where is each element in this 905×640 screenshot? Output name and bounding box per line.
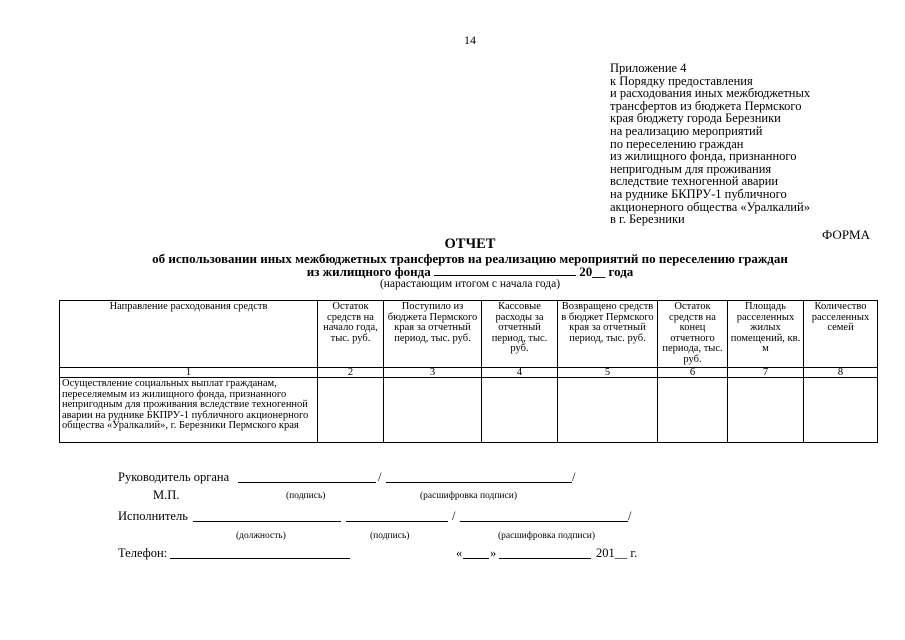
- executor-decryption-field[interactable]: [460, 521, 628, 522]
- column-number: 2: [318, 368, 384, 378]
- executor-label: Исполнитель: [118, 509, 188, 523]
- table-cell[interactable]: [728, 378, 804, 443]
- table-cell[interactable]: [804, 378, 878, 443]
- report-cumulative-note: (нарастающим итогом с начала года): [379, 278, 561, 290]
- date-month-field[interactable]: [499, 558, 591, 559]
- appendix-line: по переселению граждан: [610, 136, 744, 151]
- row-label: Осуществление социальных выплат гражданам, переселяемым из жилищного фонда, признанного непригодным для проживания вследствие техногенной аварии на руднике БКПРУ-1 публичного акционерного общества «Уралкалий», г. Березники Пермского края: [60, 378, 318, 443]
- table-cell[interactable]: [658, 378, 728, 443]
- column-header: Количество расселенных семей: [804, 301, 878, 368]
- decryption-caption: (расшифровка подписи): [420, 491, 517, 501]
- table-cell[interactable]: [318, 378, 384, 443]
- column-header: Возвращено средств в бюджет Пермского края за отчетный период, тыс. руб.: [558, 301, 658, 368]
- column-number: 5: [558, 368, 658, 378]
- column-number: 1: [60, 368, 318, 378]
- executor-position-field[interactable]: [193, 521, 341, 522]
- executor-signature-field[interactable]: [346, 521, 448, 522]
- appendix-line: акционерного общества «Уралкалий»: [610, 199, 810, 214]
- report-title: ОТЧЕТ: [444, 236, 496, 252]
- column-header: Остаток средств на конец отчетного периода, тыс. руб.: [658, 301, 728, 368]
- column-header: Направление расходования средств: [60, 301, 318, 368]
- column-header: Остаток средств на начало года, тыс. руб.: [318, 301, 384, 368]
- form-label: ФОРМА: [822, 227, 870, 242]
- position-caption: (должность): [236, 531, 286, 541]
- signature-caption: (подпись): [286, 491, 326, 501]
- column-number: 7: [728, 368, 804, 378]
- table-cell[interactable]: [384, 378, 482, 443]
- column-header: Поступило из бюджета Пермского края за отчетный период, тыс. руб.: [384, 301, 482, 368]
- column-number-row: [60, 368, 878, 378]
- date-day-field[interactable]: [463, 558, 489, 559]
- appendix-line: из жилищного фонда, признанного: [610, 149, 797, 164]
- column-header: Кассовые расходы за отчетный период, тыс. руб.: [482, 301, 558, 368]
- signature-caption: (подпись): [370, 531, 410, 541]
- appendix-line: к Порядку предоставления: [610, 73, 753, 88]
- column-number: 4: [482, 368, 558, 378]
- report-subtitle: об использовании иных межбюджетных трансфертов на реализацию мероприятий по переселению граждан: [152, 251, 788, 266]
- appendix-line: непригодным для проживания: [610, 161, 772, 176]
- appendix-line: на реализацию мероприятий: [610, 123, 763, 138]
- phone-label: Телефон:: [118, 546, 168, 560]
- appendix-line: и расходования иных межбюджетных: [610, 86, 811, 101]
- subtitle-period-start: из жилищного фонда: [306, 264, 431, 279]
- appendix-block: [610, 62, 870, 226]
- appendix-line: вследствие техногенной аварии: [610, 174, 779, 189]
- phone-field[interactable]: [170, 558, 350, 559]
- slash-separator: /: [628, 509, 632, 523]
- column-number: 8: [804, 368, 878, 378]
- column-number: 6: [658, 368, 728, 378]
- table-row: [60, 378, 878, 443]
- report-table: [59, 300, 878, 443]
- head-signature-field[interactable]: [238, 482, 376, 483]
- column-number: 3: [384, 368, 482, 378]
- slash-separator: /: [452, 509, 456, 523]
- page-number: 14: [464, 33, 476, 47]
- table-cell[interactable]: [558, 378, 658, 443]
- slash-separator: /: [572, 470, 576, 484]
- appendix-line: края бюджету города Березники: [610, 111, 781, 126]
- date-close-quote: »: [490, 546, 497, 560]
- stamp-label: М.П.: [153, 488, 180, 502]
- period-blank-field[interactable]: [434, 264, 576, 276]
- table-header-row: [60, 301, 878, 368]
- head-label: Руководитель органа: [118, 470, 230, 484]
- appendix-line: Приложение 4: [610, 61, 687, 75]
- column-header: Площадь расселенных жилых помещений, кв. м: [728, 301, 804, 368]
- head-decryption-field[interactable]: [386, 482, 572, 483]
- slash-separator: /: [378, 470, 382, 484]
- date-year: 201__ г.: [596, 546, 638, 560]
- table-cell[interactable]: [482, 378, 558, 443]
- date-open-quote: «: [456, 546, 463, 560]
- appendix-line: в г. Березники: [610, 212, 685, 227]
- subtitle-period-end: 20__ года: [579, 264, 634, 279]
- decryption-caption: (расшифровка подписи): [498, 531, 595, 541]
- appendix-line: трансфертов из бюджета Пермского: [610, 98, 802, 113]
- appendix-line: на руднике БКПРУ-1 публичного: [610, 186, 787, 201]
